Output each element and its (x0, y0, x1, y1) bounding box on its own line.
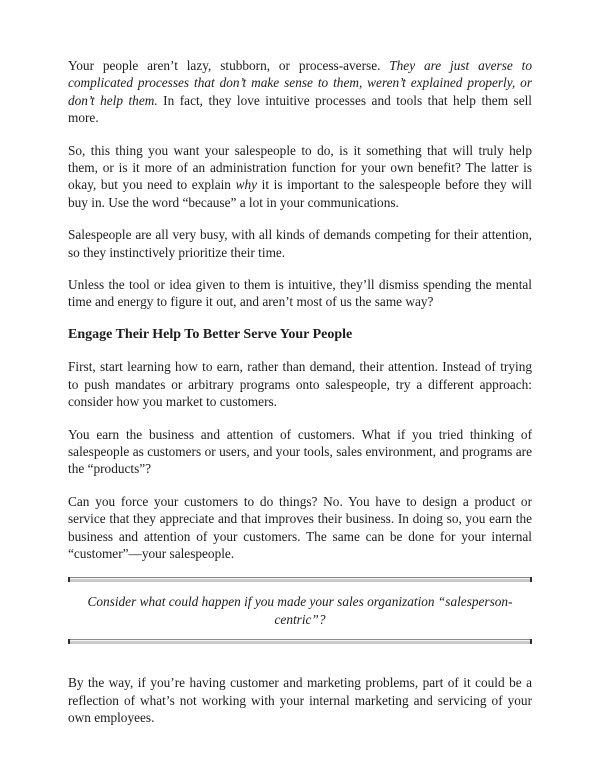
paragraph-2-text-end: it is important to the salespeople before they will buy in. Use the word “because” a lot in your communications. (68, 177, 532, 210)
paragraph-5: First, start learning how to earn, rather than demand, their attention. Instead of trying to push mandates or arbitrary programs onto salespeople, try a different approach: consider how you market to customers. (68, 359, 532, 410)
paragraph-2-italic-segment: why (235, 177, 257, 193)
paragraph-7: Can you force your customers to do things? No. You have to design a product or service that they appreciate and that improves their business. In doing so, you earn the business and attention of your customers. The same can be done for your internal “customer”—your salespeople. (68, 493, 532, 561)
paragraph-8: By the way, if you’re having customer and marketing problems, part of it could be a reflection of what’s not working with your internal marketing and servicing of your own employees. (68, 675, 532, 725)
paragraph-1-text-start: Your people aren’t lazy, stubborn, or process-averse. (68, 58, 390, 73)
paragraph-1-text-end: In fact, they love intuitive processes and tools that help them sell more. (68, 92, 533, 126)
section-heading: Engage Their Help To Better Serve Your People (68, 326, 353, 342)
divider-top (68, 577, 532, 582)
pull-quote-text: Consider what could happen if you made your sales organization “salesperson-centric”? (87, 594, 513, 627)
paragraph-1 (68, 57, 532, 127)
paragraph-3: Salespeople are all very busy, with all kinds of demands competing for their attention, so they instinctively prioritize their time. (68, 227, 532, 260)
pull-quote-block (68, 577, 532, 644)
divider-bottom (68, 639, 532, 644)
paragraph-2-text-start: So, this thing you want your salespeople to do, is it something that will truly help them, or is it more of an administration function for your own benefit? The latter is okay, but you need to explain (68, 142, 532, 193)
paragraph-6: You earn the business and attention of customers. What if you tried thinking of salespeople as customers or users, and your tools, sales environment, and programs are the “products”? (68, 426, 532, 477)
paragraph-1-italic-segment: They are just averse to complicated processes that don’t make sense to them, weren’t explained properly, or don’t help them. (68, 58, 532, 108)
paragraph-4: Unless the tool or idea given to them is intuitive, they’ll dismiss spending the mental time and energy to figure it out, and aren’t most of us the same way? (68, 277, 532, 310)
paragraph-2 (68, 142, 532, 212)
